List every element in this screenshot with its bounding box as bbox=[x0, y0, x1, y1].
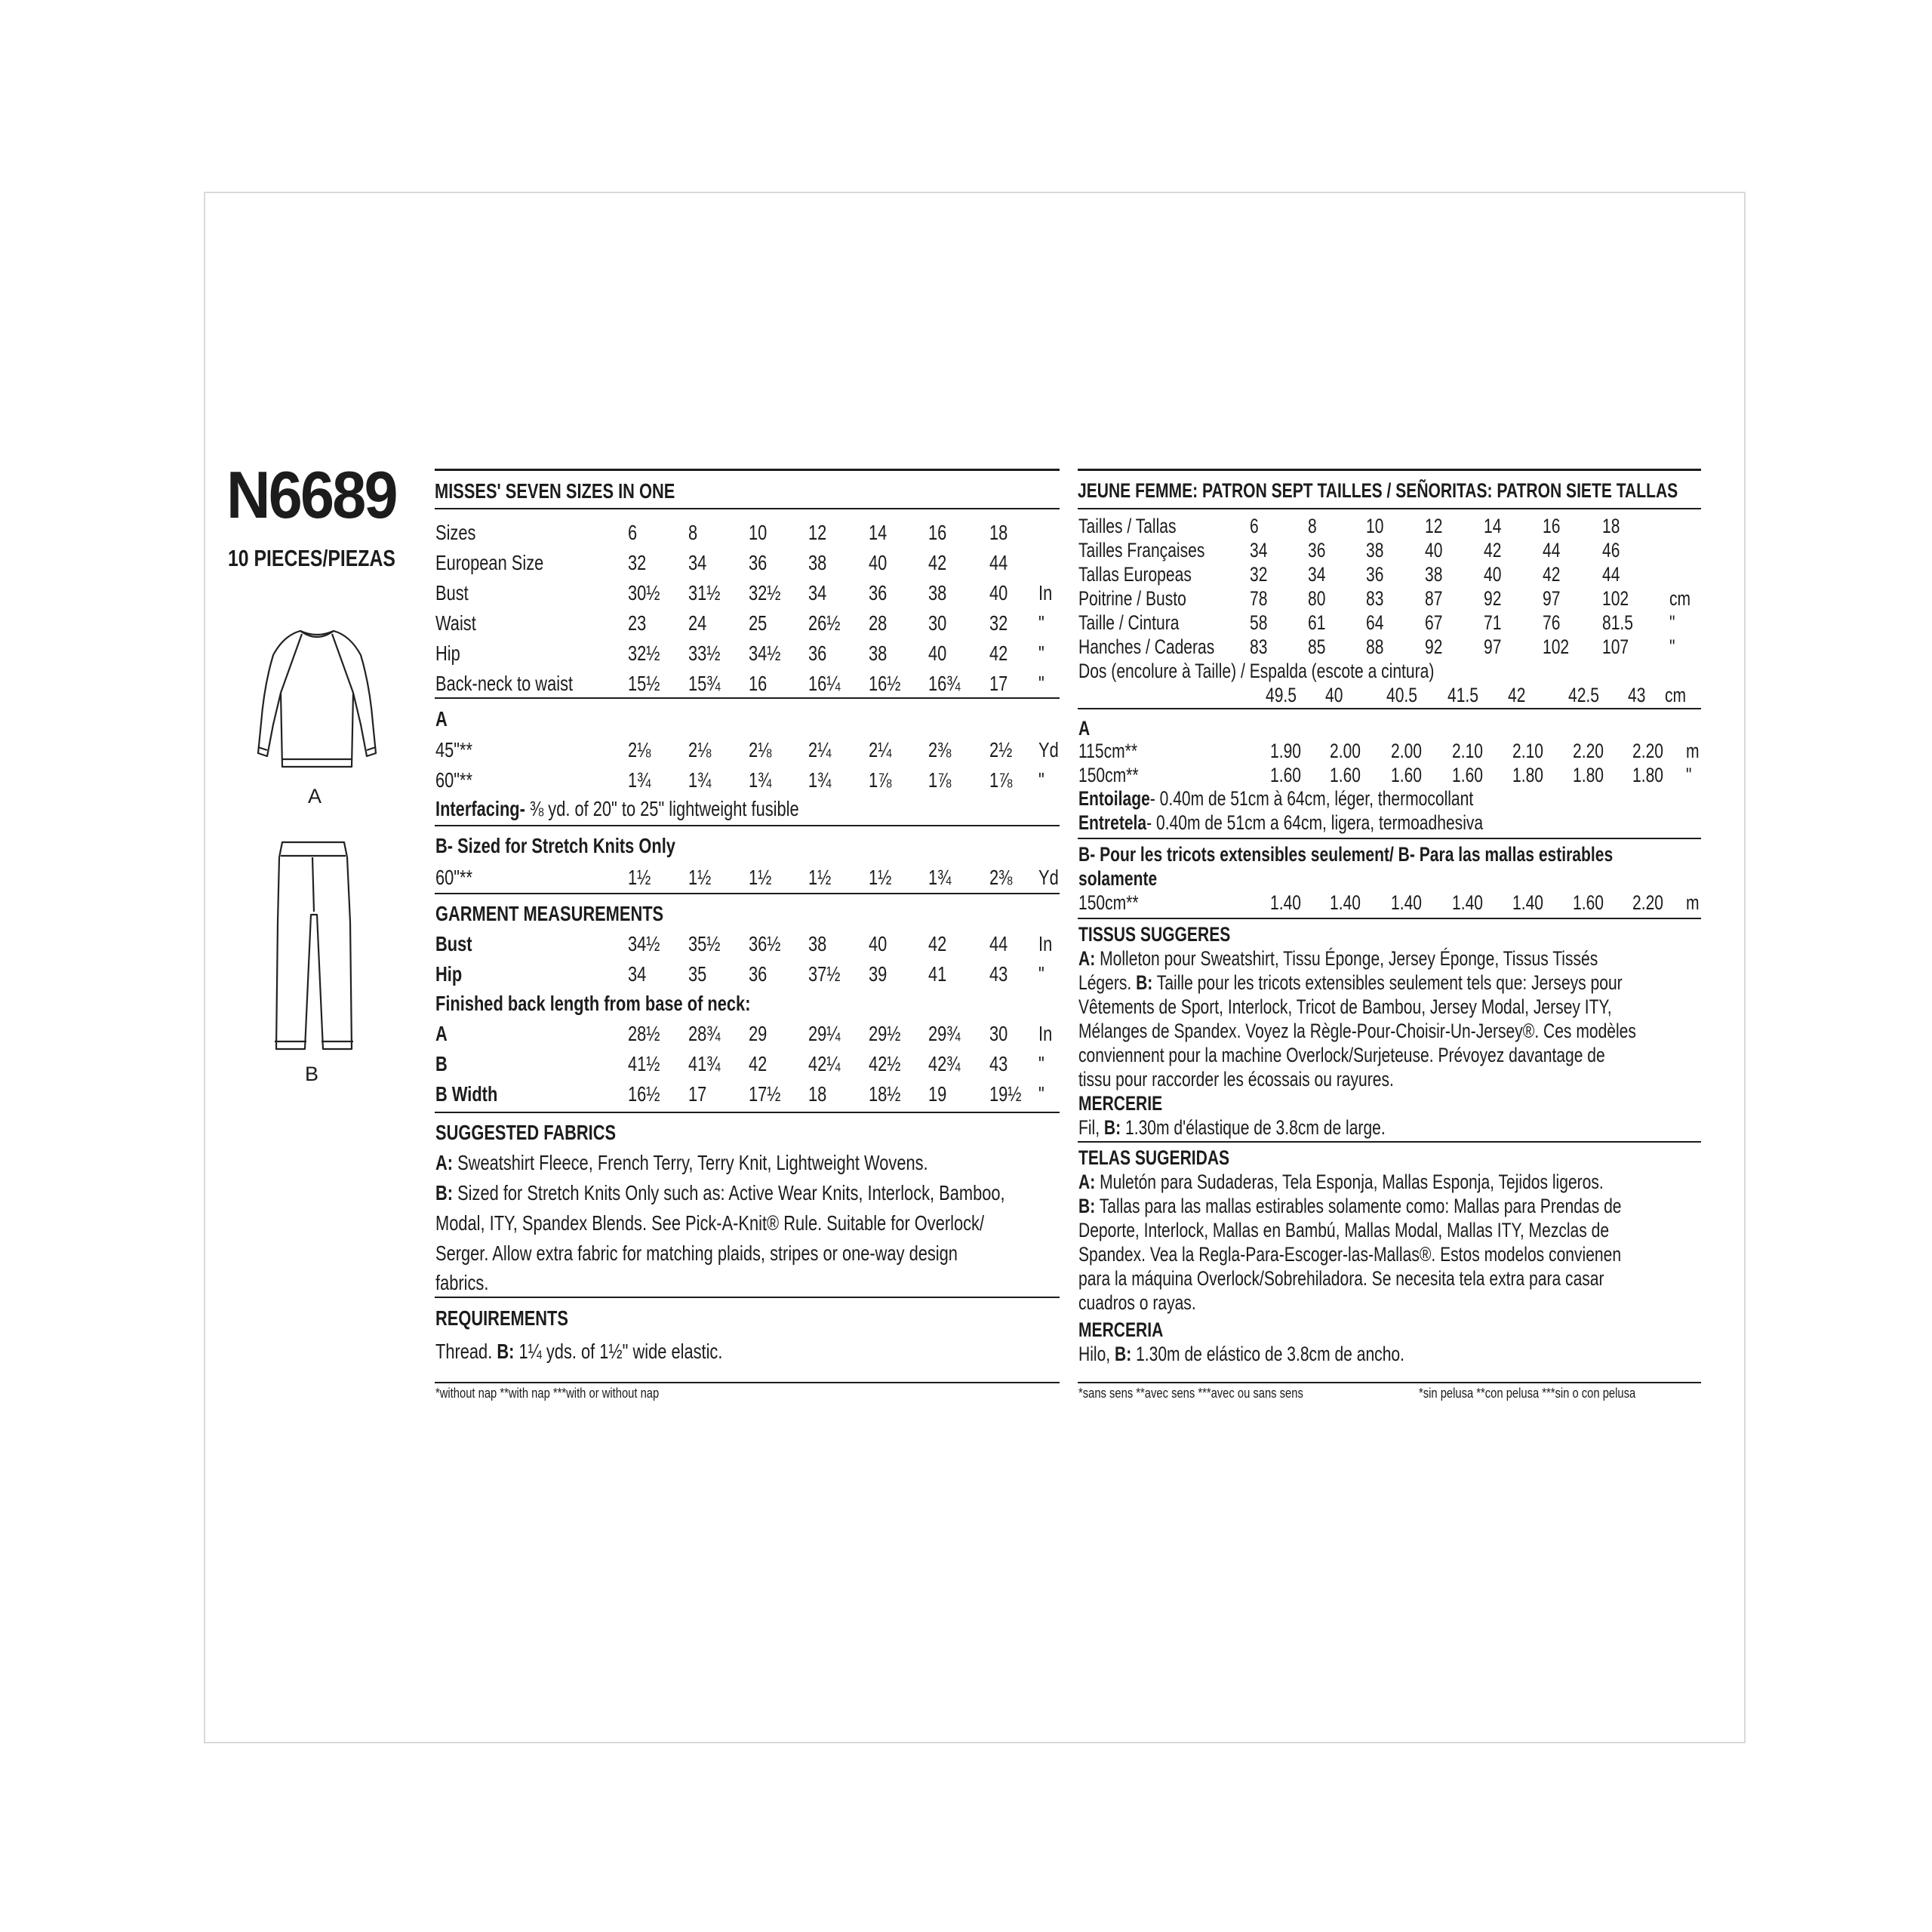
right-bottom-rule bbox=[1078, 1382, 1701, 1383]
size-value: 39 bbox=[869, 962, 888, 986]
size-value: 36½ bbox=[749, 932, 781, 955]
size-value: 1.80 bbox=[1573, 764, 1604, 786]
size-value: 40 bbox=[869, 932, 888, 955]
size-value: 1.40 bbox=[1452, 891, 1483, 914]
size-value: 36 bbox=[869, 581, 888, 605]
size-value: 40 bbox=[989, 581, 1008, 605]
size-value: 2.00 bbox=[1391, 740, 1422, 762]
size-value: 29¾ bbox=[928, 1022, 961, 1045]
left-a-label: A bbox=[435, 707, 448, 731]
telas-line: Deporte, Interlock, Mallas en Bambú, Mallas Modal, Mallas ITY, Mezclas de bbox=[1078, 1219, 1610, 1241]
unit-label: " bbox=[1686, 764, 1692, 786]
right-top-rule bbox=[1078, 469, 1701, 471]
size-value: 2.20 bbox=[1573, 740, 1604, 762]
pattern-number: N6689 bbox=[226, 457, 396, 532]
size-value: 28¾ bbox=[688, 1022, 721, 1045]
right-b-label: solamente bbox=[1078, 867, 1158, 890]
fabrics-b-line: Serger. Allow extra fabric for matching plaids, stripes or one-way design bbox=[435, 1241, 958, 1265]
size-value: 2.00 bbox=[1330, 740, 1361, 762]
size-value: 1⅞ bbox=[869, 768, 892, 792]
right-mercerie-rule bbox=[1078, 1141, 1701, 1143]
size-value: 34 bbox=[1308, 563, 1326, 586]
unit-label: In bbox=[1038, 932, 1053, 955]
row-label: Poitrine / Busto bbox=[1078, 587, 1186, 610]
size-value: 38 bbox=[869, 641, 888, 665]
unit-label: " bbox=[1038, 962, 1044, 986]
size-value: 2½ bbox=[989, 738, 1013, 761]
suggested-fabrics-heading: SUGGESTED FABRICS bbox=[435, 1121, 617, 1144]
requirements-text: Thread. B: 1¼ yds. of 1½" wide elastic. bbox=[435, 1340, 723, 1363]
size-value: 1.60 bbox=[1573, 891, 1604, 914]
size-value: 42 bbox=[1484, 539, 1502, 561]
size-value: 32 bbox=[1250, 563, 1268, 586]
unit-label: cm bbox=[1669, 587, 1691, 610]
telas-line: cuadros o rayas. bbox=[1078, 1291, 1196, 1314]
size-value: 71 bbox=[1484, 611, 1502, 634]
size-value: 19 bbox=[928, 1082, 947, 1106]
footnote-fr: *sans sens **avec sens ***avec ou sans sens bbox=[1078, 1386, 1303, 1401]
size-value: 42 bbox=[928, 932, 947, 955]
size-value: 1.60 bbox=[1270, 764, 1301, 786]
row-label: B bbox=[435, 1052, 448, 1075]
row-label: 150cm** bbox=[1078, 891, 1139, 914]
left-garment-rule bbox=[435, 1112, 1060, 1113]
size-value: 2⅜ bbox=[989, 866, 1013, 889]
view-b-label: B bbox=[305, 1063, 319, 1085]
size-value: 38 bbox=[928, 581, 947, 605]
size-value: 24 bbox=[688, 611, 707, 635]
size-value: 10 bbox=[1366, 515, 1384, 537]
right-heading: JEUNE FEMME: PATRON SEPT TAILLES / SEÑORITAS: PATRON SIETE TALLAS bbox=[1078, 479, 1678, 502]
size-value: 92 bbox=[1484, 587, 1502, 610]
view-a-label: A bbox=[308, 785, 322, 808]
size-value: 2.10 bbox=[1452, 740, 1483, 762]
size-value: 1⅞ bbox=[928, 768, 952, 792]
telas-line: A: Muletón para Sudaderas, Tela Esponja, Mallas Esponja, Tejidos ligeros. bbox=[1078, 1171, 1604, 1193]
size-value: 32 bbox=[628, 551, 647, 574]
size-value: 16½ bbox=[869, 672, 901, 695]
left-b-label: B- Sized for Stretch Knits Only bbox=[435, 834, 675, 857]
size-value: 38 bbox=[1425, 563, 1443, 586]
size-value: 40 bbox=[928, 641, 947, 665]
size-value: 28½ bbox=[628, 1022, 660, 1045]
size-value: 83 bbox=[1250, 635, 1268, 658]
telas-line: Spandex. Vea la Regla-Para-Escoger-las-Mallas®. Estos modelos convienen bbox=[1078, 1243, 1622, 1266]
size-value: 42 bbox=[749, 1052, 768, 1075]
size-value: 97 bbox=[1484, 635, 1502, 658]
size-value: 40 bbox=[1325, 684, 1343, 706]
size-value: 2⅜ bbox=[928, 738, 952, 761]
size-value: 83 bbox=[1366, 587, 1384, 610]
row-label: Hip bbox=[435, 641, 460, 665]
size-value: 18 bbox=[989, 521, 1008, 544]
unit-label: " bbox=[1038, 1052, 1044, 1075]
size-value: 2.10 bbox=[1512, 740, 1543, 762]
size-value: 1½ bbox=[869, 866, 892, 889]
telas-heading: TELAS SUGERIDAS bbox=[1078, 1146, 1230, 1169]
size-value: 29½ bbox=[869, 1022, 901, 1045]
size-value: 25 bbox=[749, 611, 768, 635]
size-value: 92 bbox=[1425, 635, 1443, 658]
size-value: 18 bbox=[1602, 515, 1620, 537]
requirements-heading: REQUIREMENTS bbox=[435, 1306, 568, 1330]
left-interfacing-rule bbox=[435, 825, 1060, 826]
size-value: 41 bbox=[928, 962, 947, 986]
size-value: 1.90 bbox=[1270, 740, 1301, 762]
size-value: 14 bbox=[869, 521, 888, 544]
size-value: 41.5 bbox=[1447, 684, 1478, 706]
garment-heading: GARMENT MEASUREMENTS bbox=[435, 902, 664, 925]
left-heading: MISSES' SEVEN SIZES IN ONE bbox=[435, 479, 675, 503]
size-value: 1.40 bbox=[1270, 891, 1301, 914]
size-value: 1¾ bbox=[808, 768, 832, 792]
size-value: 2.20 bbox=[1632, 891, 1663, 914]
telas-line: para la máquina Overlock/Sobrehiladora. Se necesita tela extra para casar bbox=[1078, 1267, 1604, 1290]
size-value: 1.60 bbox=[1391, 764, 1422, 786]
right-b-rule bbox=[1078, 918, 1701, 919]
size-value: 40.5 bbox=[1386, 684, 1417, 706]
unit-label: " bbox=[1038, 1082, 1044, 1106]
size-value: 16¾ bbox=[928, 672, 961, 695]
row-label: Hip bbox=[435, 962, 463, 986]
view-a-sketch bbox=[242, 625, 392, 776]
size-value: 12 bbox=[808, 521, 827, 544]
left-size-rule bbox=[435, 697, 1060, 699]
size-value: 67 bbox=[1425, 611, 1443, 634]
size-value: 2.20 bbox=[1632, 740, 1663, 762]
size-value: 36 bbox=[1308, 539, 1326, 561]
merceria-text: Hilo, B: 1.30m de elástico de 3.8cm de ancho. bbox=[1078, 1343, 1404, 1365]
size-value: 46 bbox=[1602, 539, 1620, 561]
size-value: 1.60 bbox=[1452, 764, 1483, 786]
size-value: 44 bbox=[989, 551, 1008, 574]
size-value: 41½ bbox=[628, 1052, 660, 1075]
tissus-heading: TISSUS SUGGERES bbox=[1078, 923, 1231, 946]
row-label: Sizes bbox=[435, 521, 476, 544]
size-value: 38 bbox=[808, 551, 827, 574]
row-label: Taille / Cintura bbox=[1078, 611, 1180, 634]
size-value: 17 bbox=[688, 1082, 707, 1106]
row-label: Bust bbox=[435, 581, 469, 605]
row-label: 150cm** bbox=[1078, 764, 1139, 786]
mercerie-text: Fil, B: 1.30m d'élastique de 3.8cm de large. bbox=[1078, 1116, 1386, 1139]
size-value: 81.5 bbox=[1602, 611, 1633, 634]
size-value: 34 bbox=[808, 581, 827, 605]
size-value: 42 bbox=[928, 551, 947, 574]
view-b-sketch bbox=[272, 839, 355, 1055]
size-value: 10 bbox=[749, 521, 768, 544]
size-value: 29¼ bbox=[808, 1022, 841, 1045]
size-value: 34½ bbox=[749, 641, 781, 665]
size-value: 107 bbox=[1602, 635, 1629, 658]
size-value: 43 bbox=[989, 1052, 1008, 1075]
unit-label: Yd bbox=[1038, 866, 1059, 889]
merceria-heading: MERCERIA bbox=[1078, 1318, 1164, 1341]
size-value: 18 bbox=[808, 1082, 827, 1106]
size-value: 87 bbox=[1425, 587, 1443, 610]
size-value: 37½ bbox=[808, 962, 841, 986]
row-label: Bust bbox=[435, 932, 472, 955]
right-b-label: B- Pour les tricots extensibles seulement/ B- Para las mallas estirables bbox=[1078, 843, 1614, 866]
size-value: 28 bbox=[869, 611, 888, 635]
size-value: 102 bbox=[1543, 635, 1570, 658]
size-value: 36 bbox=[749, 962, 768, 986]
left-top-rule bbox=[435, 469, 1060, 471]
row-label: Back-neck to waist bbox=[435, 672, 574, 695]
size-value: 1.40 bbox=[1512, 891, 1543, 914]
size-value: 17½ bbox=[749, 1082, 781, 1106]
unit-label: " bbox=[1669, 611, 1675, 634]
tissus-line: Légers. B: Taille pour les tricots extensibles seulement tels que: Jerseys pour bbox=[1078, 971, 1623, 994]
size-value: 88 bbox=[1366, 635, 1384, 658]
size-value: 85 bbox=[1308, 635, 1326, 658]
size-value: 34½ bbox=[628, 932, 660, 955]
fabrics-b-line: fabrics. bbox=[435, 1271, 489, 1294]
size-value: 42.5 bbox=[1568, 684, 1599, 706]
piece-count: 10 PIECES/PIEZAS bbox=[228, 545, 395, 571]
size-value: 1.80 bbox=[1512, 764, 1543, 786]
size-value: 32½ bbox=[749, 581, 781, 605]
unit-label: " bbox=[1669, 635, 1675, 658]
unit-label: " bbox=[1038, 641, 1044, 665]
right-size-rule bbox=[1078, 708, 1701, 709]
size-value: 1¾ bbox=[928, 866, 952, 889]
row-label: B Width bbox=[435, 1082, 498, 1106]
size-value: 1.40 bbox=[1330, 891, 1361, 914]
size-value: 16¼ bbox=[808, 672, 841, 695]
unit-label: " bbox=[1038, 611, 1044, 635]
size-value: 40 bbox=[869, 551, 888, 574]
size-value: 16 bbox=[1543, 515, 1561, 537]
size-value: 15¾ bbox=[688, 672, 721, 695]
unit-label: " bbox=[1038, 768, 1044, 792]
tissus-line: A: Molleton pour Sweatshirt, Tissu Éponge, Jersey Éponge, Tissus Tissés bbox=[1078, 947, 1598, 970]
unit-label: In bbox=[1038, 1022, 1053, 1045]
size-value: 58 bbox=[1250, 611, 1268, 634]
right-heading-rule bbox=[1078, 508, 1701, 509]
unit-label: " bbox=[1038, 672, 1044, 695]
size-value: 40 bbox=[1425, 539, 1443, 561]
tissus-line: tissu pour raccorder les écossais ou rayures. bbox=[1078, 1068, 1394, 1091]
size-value: 97 bbox=[1543, 587, 1561, 610]
right-a-label: A bbox=[1078, 717, 1091, 740]
size-value: 30 bbox=[928, 611, 947, 635]
row-label: 115cm** bbox=[1078, 740, 1138, 762]
row-label: Tailles / Tallas bbox=[1078, 515, 1177, 537]
size-value: 34 bbox=[628, 962, 647, 986]
row-label: 45"** bbox=[435, 738, 473, 761]
size-value: 18½ bbox=[869, 1082, 901, 1106]
size-value: 36 bbox=[1366, 563, 1384, 586]
size-value: 44 bbox=[1602, 563, 1620, 586]
row-label: Tallas Europeas bbox=[1078, 563, 1192, 586]
size-value: 102 bbox=[1602, 587, 1629, 610]
fabrics-a: A: Sweatshirt Fleece, French Terry, Terry Knit, Lightweight Wovens. bbox=[435, 1151, 928, 1174]
size-value: 42¼ bbox=[808, 1052, 841, 1075]
size-value: 16½ bbox=[628, 1082, 660, 1106]
mercerie-heading: MERCERIE bbox=[1078, 1092, 1163, 1115]
size-value: 6 bbox=[1250, 515, 1259, 537]
size-value: 1⅞ bbox=[989, 768, 1013, 792]
size-value: 76 bbox=[1543, 611, 1561, 634]
left-interfacing: Interfacing- ⅜ yd. of 20" to 25" lightweight fusible bbox=[435, 797, 799, 820]
size-value: 2⅛ bbox=[749, 738, 772, 761]
size-value: 15½ bbox=[628, 672, 660, 695]
finished-label: Finished back length from base of neck: bbox=[435, 992, 751, 1015]
size-value: 2¼ bbox=[869, 738, 892, 761]
size-value: 1½ bbox=[628, 866, 651, 889]
size-value: 1.80 bbox=[1632, 764, 1663, 786]
size-value: 78 bbox=[1250, 587, 1268, 610]
size-value: 40 bbox=[1484, 563, 1502, 586]
size-value: 1.40 bbox=[1391, 891, 1422, 914]
size-value: 31½ bbox=[688, 581, 721, 605]
size-value: 19½ bbox=[989, 1082, 1022, 1106]
size-value: 35 bbox=[688, 962, 707, 986]
size-value: 16 bbox=[749, 672, 768, 695]
row-label: 60"** bbox=[435, 866, 473, 889]
left-fabrics-rule bbox=[435, 1297, 1060, 1298]
footnote-es: *sin pelusa **con pelusa ***sin o con pelusa bbox=[1419, 1386, 1636, 1401]
dos-label: Dos (encolure à Taille) / Espalda (escote a cintura) bbox=[1078, 660, 1435, 682]
size-value: 1¾ bbox=[749, 768, 772, 792]
size-value: 14 bbox=[1484, 515, 1502, 537]
right-interfacing-rule bbox=[1078, 838, 1701, 839]
unit-label: In bbox=[1038, 581, 1053, 605]
size-value: 1½ bbox=[688, 866, 712, 889]
size-value: 42 bbox=[1508, 684, 1526, 706]
row-label: Tailles Françaises bbox=[1078, 539, 1205, 561]
tissus-line: conviennent pour la machine Overlock/Surjeteuse. Prévoyez davantage de bbox=[1078, 1044, 1605, 1066]
size-value: 2⅛ bbox=[628, 738, 651, 761]
size-value: 33½ bbox=[688, 641, 721, 665]
size-value: 23 bbox=[628, 611, 647, 635]
size-value: 41¾ bbox=[688, 1052, 721, 1075]
size-value: 30½ bbox=[628, 581, 660, 605]
size-value: 49.5 bbox=[1266, 684, 1297, 706]
size-value: 2¼ bbox=[808, 738, 832, 761]
size-value: 38 bbox=[1366, 539, 1384, 561]
unit-label: m bbox=[1686, 740, 1700, 762]
left-heading-rule bbox=[435, 508, 1060, 509]
size-value: 8 bbox=[688, 521, 698, 544]
size-value: 26½ bbox=[808, 611, 841, 635]
size-value: 30 bbox=[989, 1022, 1008, 1045]
size-value: 42 bbox=[1543, 563, 1561, 586]
fabrics-b-line: Modal, ITY, Spandex Blends. See Pick-A-Knit® Rule. Suitable for Overlock/ bbox=[435, 1211, 985, 1235]
left-b-rule bbox=[435, 893, 1060, 894]
unit-label: m bbox=[1686, 891, 1700, 914]
size-value: 42 bbox=[989, 641, 1008, 665]
size-value: 42¾ bbox=[928, 1052, 961, 1075]
size-value: 36 bbox=[749, 551, 768, 574]
size-value: 8 bbox=[1308, 515, 1317, 537]
size-value: 80 bbox=[1308, 587, 1326, 610]
unit-label: cm bbox=[1665, 684, 1687, 706]
entretela-text: Entretela- 0.40m de 51cm a 64cm, ligera, termoadhesiva bbox=[1078, 811, 1484, 834]
size-value: 12 bbox=[1425, 515, 1443, 537]
size-value: 29 bbox=[749, 1022, 768, 1045]
size-value: 17 bbox=[989, 672, 1008, 695]
size-value: 36 bbox=[808, 641, 827, 665]
unit-label: Yd bbox=[1038, 738, 1059, 761]
telas-line: B: Tallas para las mallas estirables solamente como: Mallas para Prendas de bbox=[1078, 1195, 1622, 1217]
row-label: A bbox=[435, 1022, 448, 1045]
size-value: 43 bbox=[989, 962, 1008, 986]
size-value: 32½ bbox=[628, 641, 660, 665]
size-value: 44 bbox=[989, 932, 1008, 955]
size-value: 43 bbox=[1628, 684, 1646, 706]
tissus-line: Vêtements de Sport, Interlock, Tricot de Bambou, Jersey Modal, Jersey ITY, bbox=[1078, 995, 1612, 1018]
row-label: Waist bbox=[435, 611, 476, 635]
size-value: 64 bbox=[1366, 611, 1384, 634]
size-value: 35½ bbox=[688, 932, 721, 955]
size-value: 34 bbox=[1250, 539, 1268, 561]
size-value: 2⅛ bbox=[688, 738, 712, 761]
left-bottom-rule bbox=[435, 1382, 1060, 1383]
size-value: 44 bbox=[1543, 539, 1561, 561]
size-value: 38 bbox=[808, 932, 827, 955]
entoilage-text: Entoilage- 0.40m de 51cm à 64cm, léger, thermocollant bbox=[1078, 787, 1474, 810]
size-value: 34 bbox=[688, 551, 707, 574]
left-footnote: *without nap **with nap ***with or without nap bbox=[435, 1386, 660, 1401]
size-value: 1¾ bbox=[688, 768, 712, 792]
size-value: 1½ bbox=[808, 866, 832, 889]
row-label: 60"** bbox=[435, 768, 473, 792]
row-label: Hanches / Caderas bbox=[1078, 635, 1215, 658]
size-value: 1½ bbox=[749, 866, 772, 889]
fabrics-b-line: B: Sized for Stretch Knits Only such as: Active Wear Knits, Interlock, Bamboo, bbox=[435, 1181, 1005, 1204]
size-value: 1.60 bbox=[1330, 764, 1361, 786]
tissus-line: Mélanges de Spandex. Voyez la Règle-Pour-Choisir-Un-Jersey®. Ces modèles bbox=[1078, 1020, 1636, 1042]
size-value: 61 bbox=[1308, 611, 1326, 634]
size-value: 16 bbox=[928, 521, 947, 544]
size-value: 1¾ bbox=[628, 768, 651, 792]
size-value: 6 bbox=[628, 521, 638, 544]
size-value: 32 bbox=[989, 611, 1008, 635]
row-label: European Size bbox=[435, 551, 544, 574]
size-value: 42½ bbox=[869, 1052, 901, 1075]
